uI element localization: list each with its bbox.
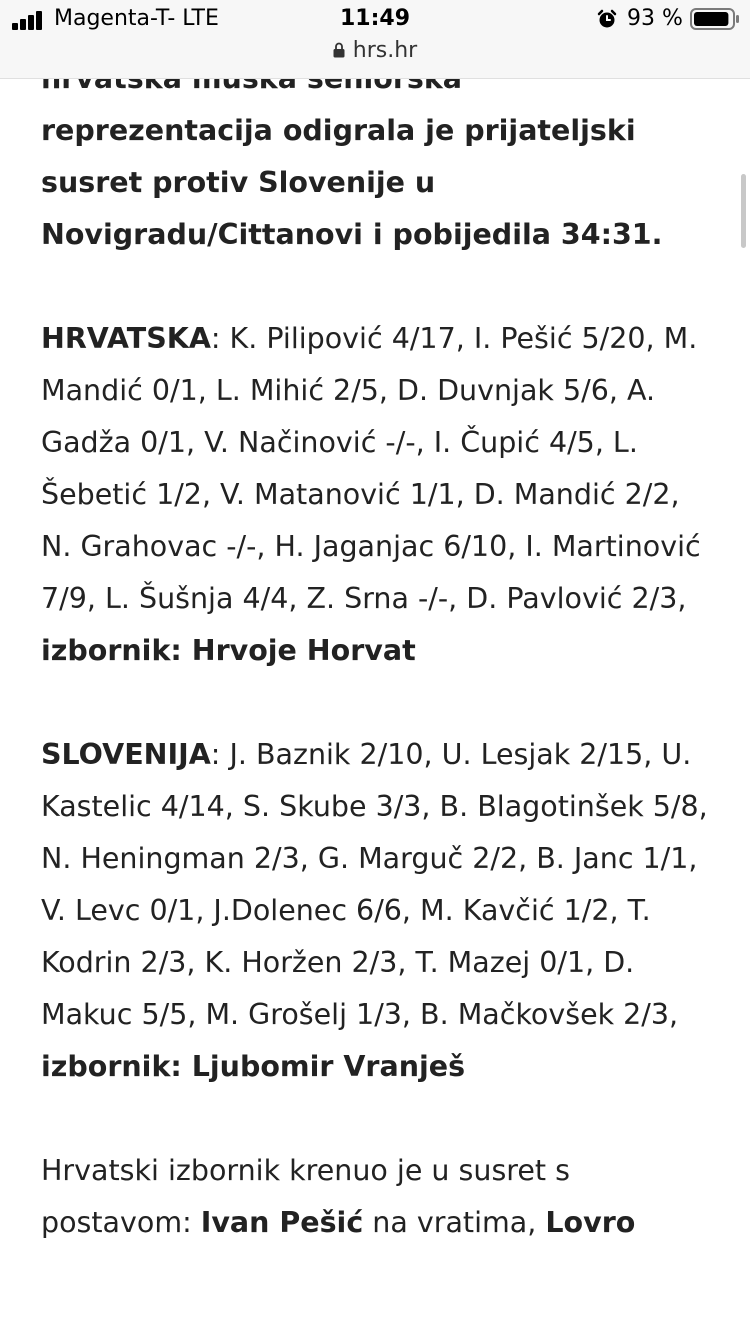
starting-lineup-paragraph	[41, 1145, 711, 1249]
lock-icon	[333, 42, 345, 58]
status-bar	[0, 0, 750, 79]
player-link-pesic: Ivan Pešić	[200, 1206, 364, 1239]
carrier-label: Magenta-T- LTE	[54, 6, 219, 31]
slovenia-label: SLOVENIJA	[41, 738, 211, 771]
url-text: hrs.hr	[352, 38, 418, 63]
croatia-coach: izbornik: Hrvoje Horvat	[41, 634, 416, 667]
scrollbar[interactable]	[741, 174, 746, 248]
battery-percent: 93 %	[627, 6, 683, 31]
player-link-lovro: Lovro	[545, 1206, 636, 1239]
croatia-players: : K. Pilipović 4/17, I. Pešić 5/20, M. Mandić 0/1, L. Mihić 2/5, D. Duvnjak 5/6, A. Gadža 0/1, V. Načinović -/-, I. Čupić 4/5, L. Šebetić 1/2, V. Matanović 1/1, D. Mandić 2/2, N. Grahovac -/-, H. Jaganjac 6/10, I. Martinović 7/9, L. Šušnja 4/4, Z. Srna -/-, D. Pavlović 2/3,	[41, 322, 701, 615]
slovenia-coach: izbornik: Ljubomir Vranješ	[41, 1050, 466, 1083]
alarm-clock-icon	[597, 9, 617, 29]
battery-icon	[690, 8, 740, 30]
status-time: 11:49	[339, 6, 411, 31]
lead-text: reprezentacija odigrala je prijateljski susret protiv Slovenije u Novigradu/Cittanovi i pobijedila 34:31.	[41, 114, 663, 251]
croatia-lineup	[41, 313, 711, 677]
starting-lineup-text: Hrvatski izbornik krenuo je u susret s postavom:	[41, 1154, 571, 1239]
article-body	[41, 53, 711, 1301]
slovenia-players: : J. Baznik 2/10, U. Lesjak 2/15, U. Kastelic 4/14, S. Skube 3/3, B. Blagotinšek 5/8, N. Heningman 2/3, G. Marguč 2/2, B. Janc 1/1, V. Levc 0/1, J.Dolenec 6/6, M. Kavčić 1/2, T. Kodrin 2/3, K. Horžen 2/3, T. Mazej 0/1, D. Makuc 5/5, M. Grošelj 1/3, B. Mačkovšek 2/3,	[41, 738, 708, 1031]
slovenia-lineup	[41, 729, 711, 1093]
lead-paragraph	[41, 53, 711, 261]
address-bar[interactable]	[0, 38, 750, 63]
croatia-label: HRVATSKA	[41, 322, 211, 355]
starting-lineup-text-2: na vratima,	[363, 1206, 546, 1239]
